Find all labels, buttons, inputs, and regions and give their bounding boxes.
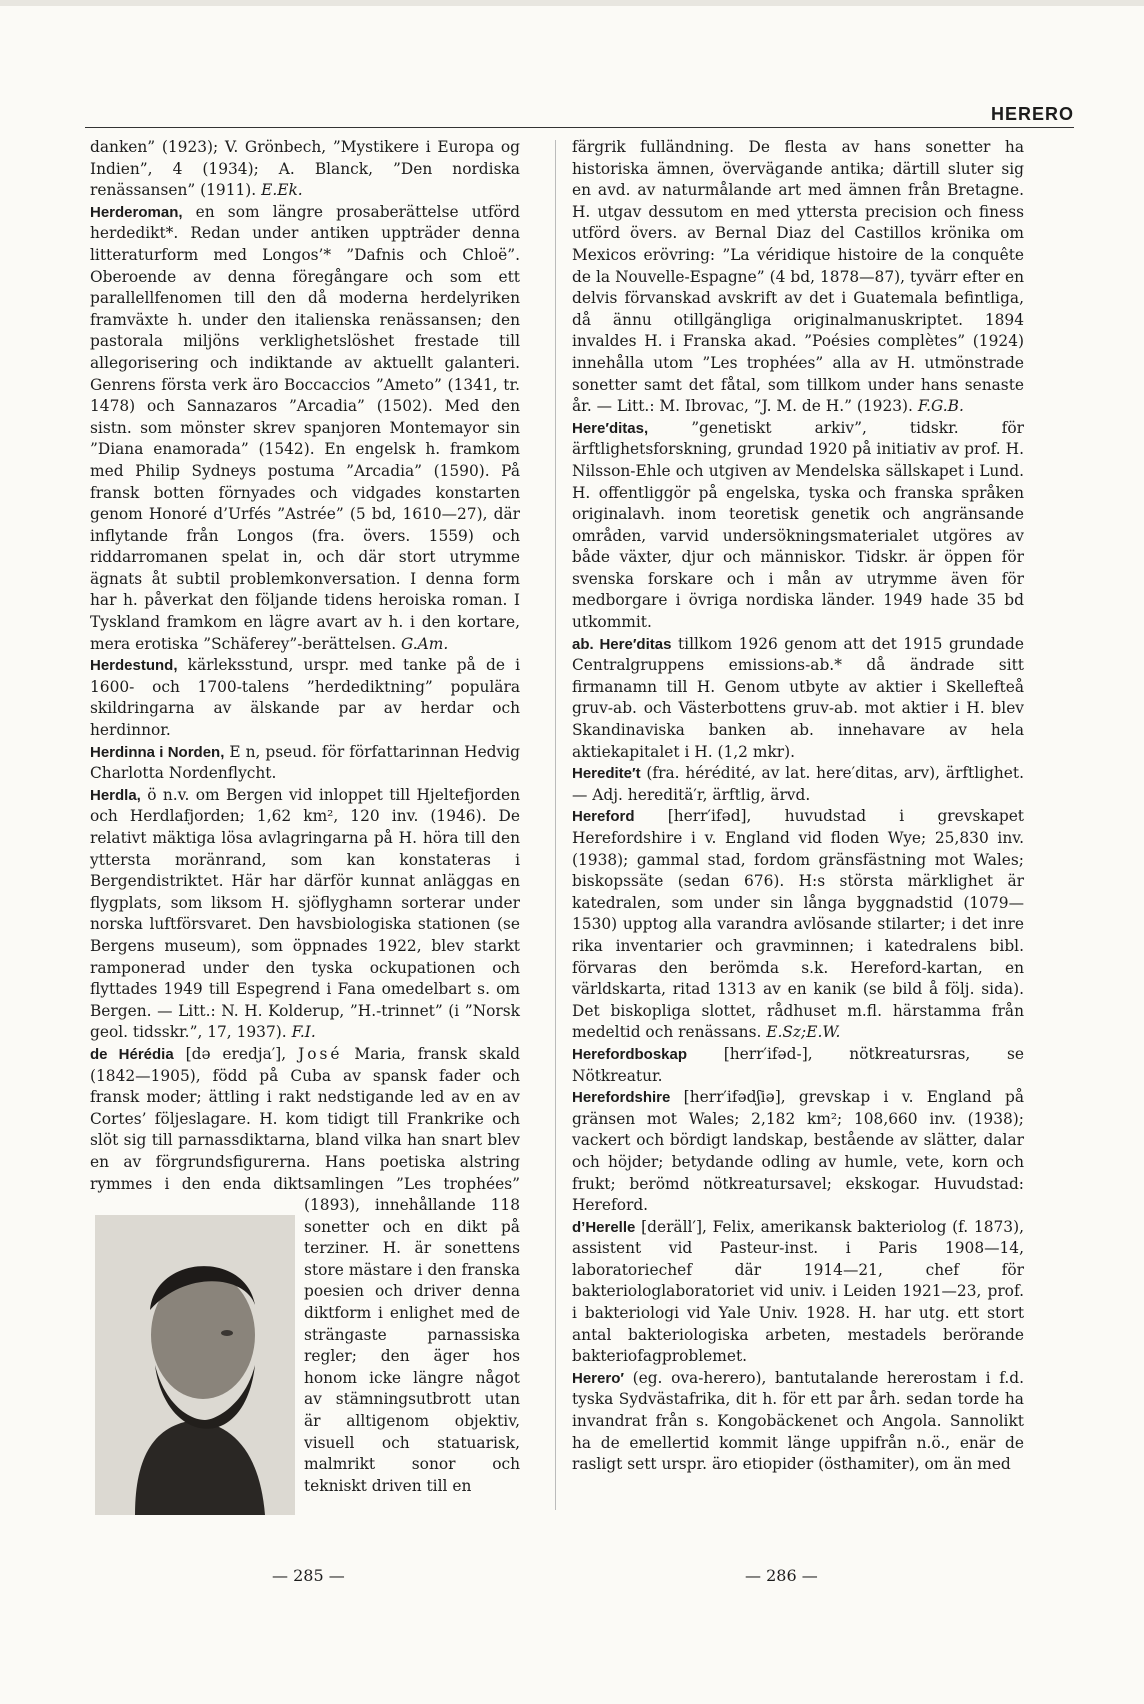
page-number-right: — 286 —: [745, 1566, 818, 1585]
header-rule: [85, 127, 1074, 128]
entry-text: kärleksstund, urspr. med tanke på de i 1600- och 1700-talens ”herdediktning” populära skildringarna av älskande par av herdar och herdinnor.: [90, 656, 520, 740]
signature: E.Ek.: [261, 181, 303, 200]
entry-herefordboskap: [572, 1044, 1024, 1087]
entry-herdinna: [90, 742, 520, 785]
headword: Hereford: [572, 808, 635, 826]
entry-text: ”genetiskt arkiv”, tidskr. för ärftlighetsforskning, grundad 1920 på initiativ av prof. H. Nilsson-Ehle och utgiven av Mendelska sällskapet i Lund. H. offentliggör på engelska, tyska och franska språken originalavh. inom teoretisk genetik och angränsande områden, varvid undersökningsmaterialet utgöres av både växter, djur och människor. Tidskr. är öppen för svenska forskare och i mån av utrymme även för medborgare i övriga nordiska länder. 1949 hade 35 bd utkommit.: [572, 418, 1024, 632]
entry-text: [herr′ifəd-], nötkreatursras, se Nötkreatur.: [572, 1044, 1024, 1085]
entry-herefordshire: [572, 1087, 1024, 1217]
entry-text: (fra. hérédité, av lat. here′ditas, arv), ärftlighet. — Adj. hereditä′r, ärftlig, ärvd.: [572, 764, 1024, 804]
headword: d’Herelle: [572, 1218, 636, 1236]
running-title: HERERO: [990, 104, 1074, 124]
intro-paragraph: [90, 137, 520, 202]
entry-text: en som längre prosaberättelse utförd herdedikt*. Redan under antiken uppträder denna litteraturform med Longos’* ”Dafnis och Chloë”. Oberoende av denna föregångare och som ett parallellfenomen till den då moderna herdelyriken framväxte h. under den italienska renässansen; den pastorala miljöns verklighetslöshet frestade till allegorisering och indiktande av aktuellt galanteri. Genrens första verk äro Boccaccios ”Ameto” (1341, tr. 1478) och Sannazaros ”Arcadia” (1502). Med den sistn. som mönster skrev spanjoren Montemayor sin ”Diana enamorada” (1542). En engelsk h. framkom med Philip Sydneys postuma ”Arcadia” (1590). På fransk botten förnyades och vidgades konstarten genom Honoré d’Urfés ”Astrée” (5 bd, 1610—27), där inflytande från Longos (fra. övers. 1559) och riddarromanen spelat in, och där stort utrymme ägnats åt subtil problemkonversation. I denna form har h. påverkat den följande tidens heroiska roman. I Tyskland framkom en lägre avart av h. i den kortare, mera erotiska ”Schäferey”-berättelsen.: [90, 202, 520, 653]
entry-herero: [572, 1368, 1024, 1476]
signature: E.Sz;E.W.: [766, 1023, 841, 1042]
continuation-paragraph: [572, 137, 1024, 418]
entry-text: [deräll′], Felix, amerikansk bakteriolog (f. 1873), assistent vid Pasteur-inst. i Paris 1908—14, laboratoriechef där 1914—21, chef för bakteriologlaboratoriet vid univ. i Leiden 1921—23, prof. i bakteriologi vid Yale Univ. 1928. H. har utg. ett stort antal bakteriologiska arbeten, mestadels berörande bakteriofagproblemet.: [572, 1217, 1024, 1366]
page-top-edge: [0, 0, 1144, 6]
headword: Herefordboskap: [572, 1045, 688, 1063]
signature: F.I.: [291, 1023, 316, 1042]
entry-text: tillkom 1926 genom att det 1915 grundade Centralgruppens emissions-ab.* då ändrade sitt firmanamn till H. Genom utbyte av aktier i Skellefteå gruv-ab. och Västerbottens gruv-ab. mot aktier i H. blev Skandinaviska banken ab. innehavare av hela aktiekapitalet i H. (1,2 mkr).: [572, 634, 1024, 761]
signature: F.G.B.: [917, 397, 964, 416]
headword: Heredite′t: [572, 765, 641, 783]
entry-hereditet: [572, 763, 1024, 806]
entry-herderoman: [90, 202, 520, 655]
entry-text: [herr′ifəd], huvudstad i grevskapet Herefordshire i v. England vid floden Wye; 25,830 inv. (1938); gammal stad, fordom gränsfästning mot Wales; biskopssäte (sedan 676). H:s största märklighet är katedralen, som under sin långa byggnadstid (1079—1530) upptog alla varandra avlösande stilarter; i det inre rika inventarier och gravminnen; i katedralens bibl. förvaras den berömda s.k. Hereford-kartan, en världskarta, ritad 1313 av en kanik (se bild å följ. sida). Det biskopliga slottet, rådhuset m.fl. härstamma från medeltid och renässans.: [572, 807, 1024, 1042]
headword: de Hérédia: [90, 1045, 174, 1063]
right-column: [572, 137, 1024, 1476]
continuation-text: färgrik fulländning. De flesta av hans sonetter ha historiska ämnen, övervägande antika; därtill sluter sig en avd. av naturmålande art med ämnen från Bretagne. H. utgav dessutom en med yttersta precision och finess utförd övers. av Bernal Diaz del Castillos krönika om Mexicos erövring: ”La véridique histoire de la conquête de la Nouvelle-Espagne” (4 bd, 1878—87), tyvärr efter en delvis förvanskad avskrift av det i Guatemala befintliga, då ännu otillgängliga originalmanuskriptet. 1894 invaldes H. i Franska akad. ”Poésies complètes” (1924) innehålla utom ”Les trophées” alla av H. utmönstrade sonetter samt det fåtal, som tillkom under hans senaste år. — Litt.: M. Ibrovac, ”J. M. de H.” (1923).: [572, 138, 1024, 416]
entry-text: ö n.v. om Bergen vid inloppet till Hjeltefjorden och Herdlafjorden; 1,62 km², 120 inv. (1946). De relativt mäktiga lösa avlagringarna på H. höra till den yttersta moränrand, som kan konstateras i Bergendistriktet. Här har därför kunnat anläggas en flygplats, som liksom H. sjöflyghamn sorterar under norska luftförsvaret. Den havsbiologiska stationen (se Bergens museum), som öppnades 1922, blev starkt ramponerad under den tyska ockupationen och flyttades 1949 till Espegrend i Fana omedelbart s. om Bergen. — Litt.: N. H. Kolderup, ”H.-trinnet” (i ”Norsk geol. tidsskr.”, 17, 1937).: [90, 785, 520, 1042]
entry-text: (eg. ova-herero), bantutalande hererostam i f.d. tyska Sydvästafrika, dit h. för ett par årh. sedan torde ha invandrat från s. Kongobäckenet och Angola. Sannolikt ha de emellertid kommit länge uppifrån n.ö., enär de rasligt sett urspr. äro etiopider (östhamiter), om än med: [572, 1368, 1024, 1474]
headword: Herdinna i Norden,: [90, 743, 225, 761]
entry-text: [də eredja′],: [173, 1044, 299, 1063]
intro-text: danken” (1923); V. Grönbech, ”Mystikere i Europa og Indien”, 4 (1934); A. Blanck, ”Den nordiska renässansen” (1911).: [90, 138, 520, 200]
headword: ab. Here′ditas: [572, 635, 672, 653]
signature: G.Am.: [401, 634, 449, 653]
headword: Herero′: [572, 1369, 624, 1387]
headword: Herefordshire: [572, 1089, 671, 1107]
entry-text: Maria, fransk skald (1842—1905), född på Cuba av spansk fader och fransk moder; ättling i rakt nedstigande led av en av Cortes’ följeslagare. H. kom tidigt till Frankrike och slöt sig till parnassdiktarna, bland vilka han snart blev en av förgrundsfigurerna. Hans poetiska alstring rymmes i den enda diktsamlingen ”Les trophées” (1893), innehållande 118 sonetter och en dikt på terziner. H. är sonettens store mästare i den franska poesien och driver denna diktform i enlighet med de strängaste parnassiska regler; den äger hos honom icke längre något av stämningsutbrott utan är alltigenom objektiv, visuell och statuarisk, malmrikt sonor och tekniskt driven till en: [90, 1044, 521, 1495]
entry-text: E n, pseud. för författarinnan Hedvig Charlotta Nordenflycht.: [90, 742, 520, 783]
headword: Here′ditas,: [572, 419, 649, 437]
entry-text: [herr′ifədʃiə], grevskap i v. England på gränsen mot Wales; 2,182 km²; 108,660 inv. (1938); vackert och bördigt landskap, bestående av slätter, dalar och höjder; betydande odling av humle, vete, korn och frukt; berömd nötkreatursavel; ekskogar. Huvudstad: Hereford.: [572, 1088, 1024, 1215]
entry-hereditas: [572, 418, 1024, 634]
entry-ab-hereditas: [572, 634, 1024, 764]
entry-herdestund: [90, 655, 520, 741]
headword: Herdestund,: [90, 657, 178, 675]
column-divider: [555, 140, 556, 1510]
headword: Herdla,: [90, 786, 141, 804]
portrait-figure: [95, 1215, 295, 1515]
entry-hereford: [572, 806, 1024, 1044]
entry-herdla: [90, 785, 520, 1044]
headword: Herderoman,: [90, 203, 183, 221]
entry-dherelle: [572, 1217, 1024, 1368]
given-name: José: [298, 1044, 343, 1063]
page-number-left: — 285 —: [272, 1566, 345, 1585]
portrait-image: [95, 1215, 295, 1515]
